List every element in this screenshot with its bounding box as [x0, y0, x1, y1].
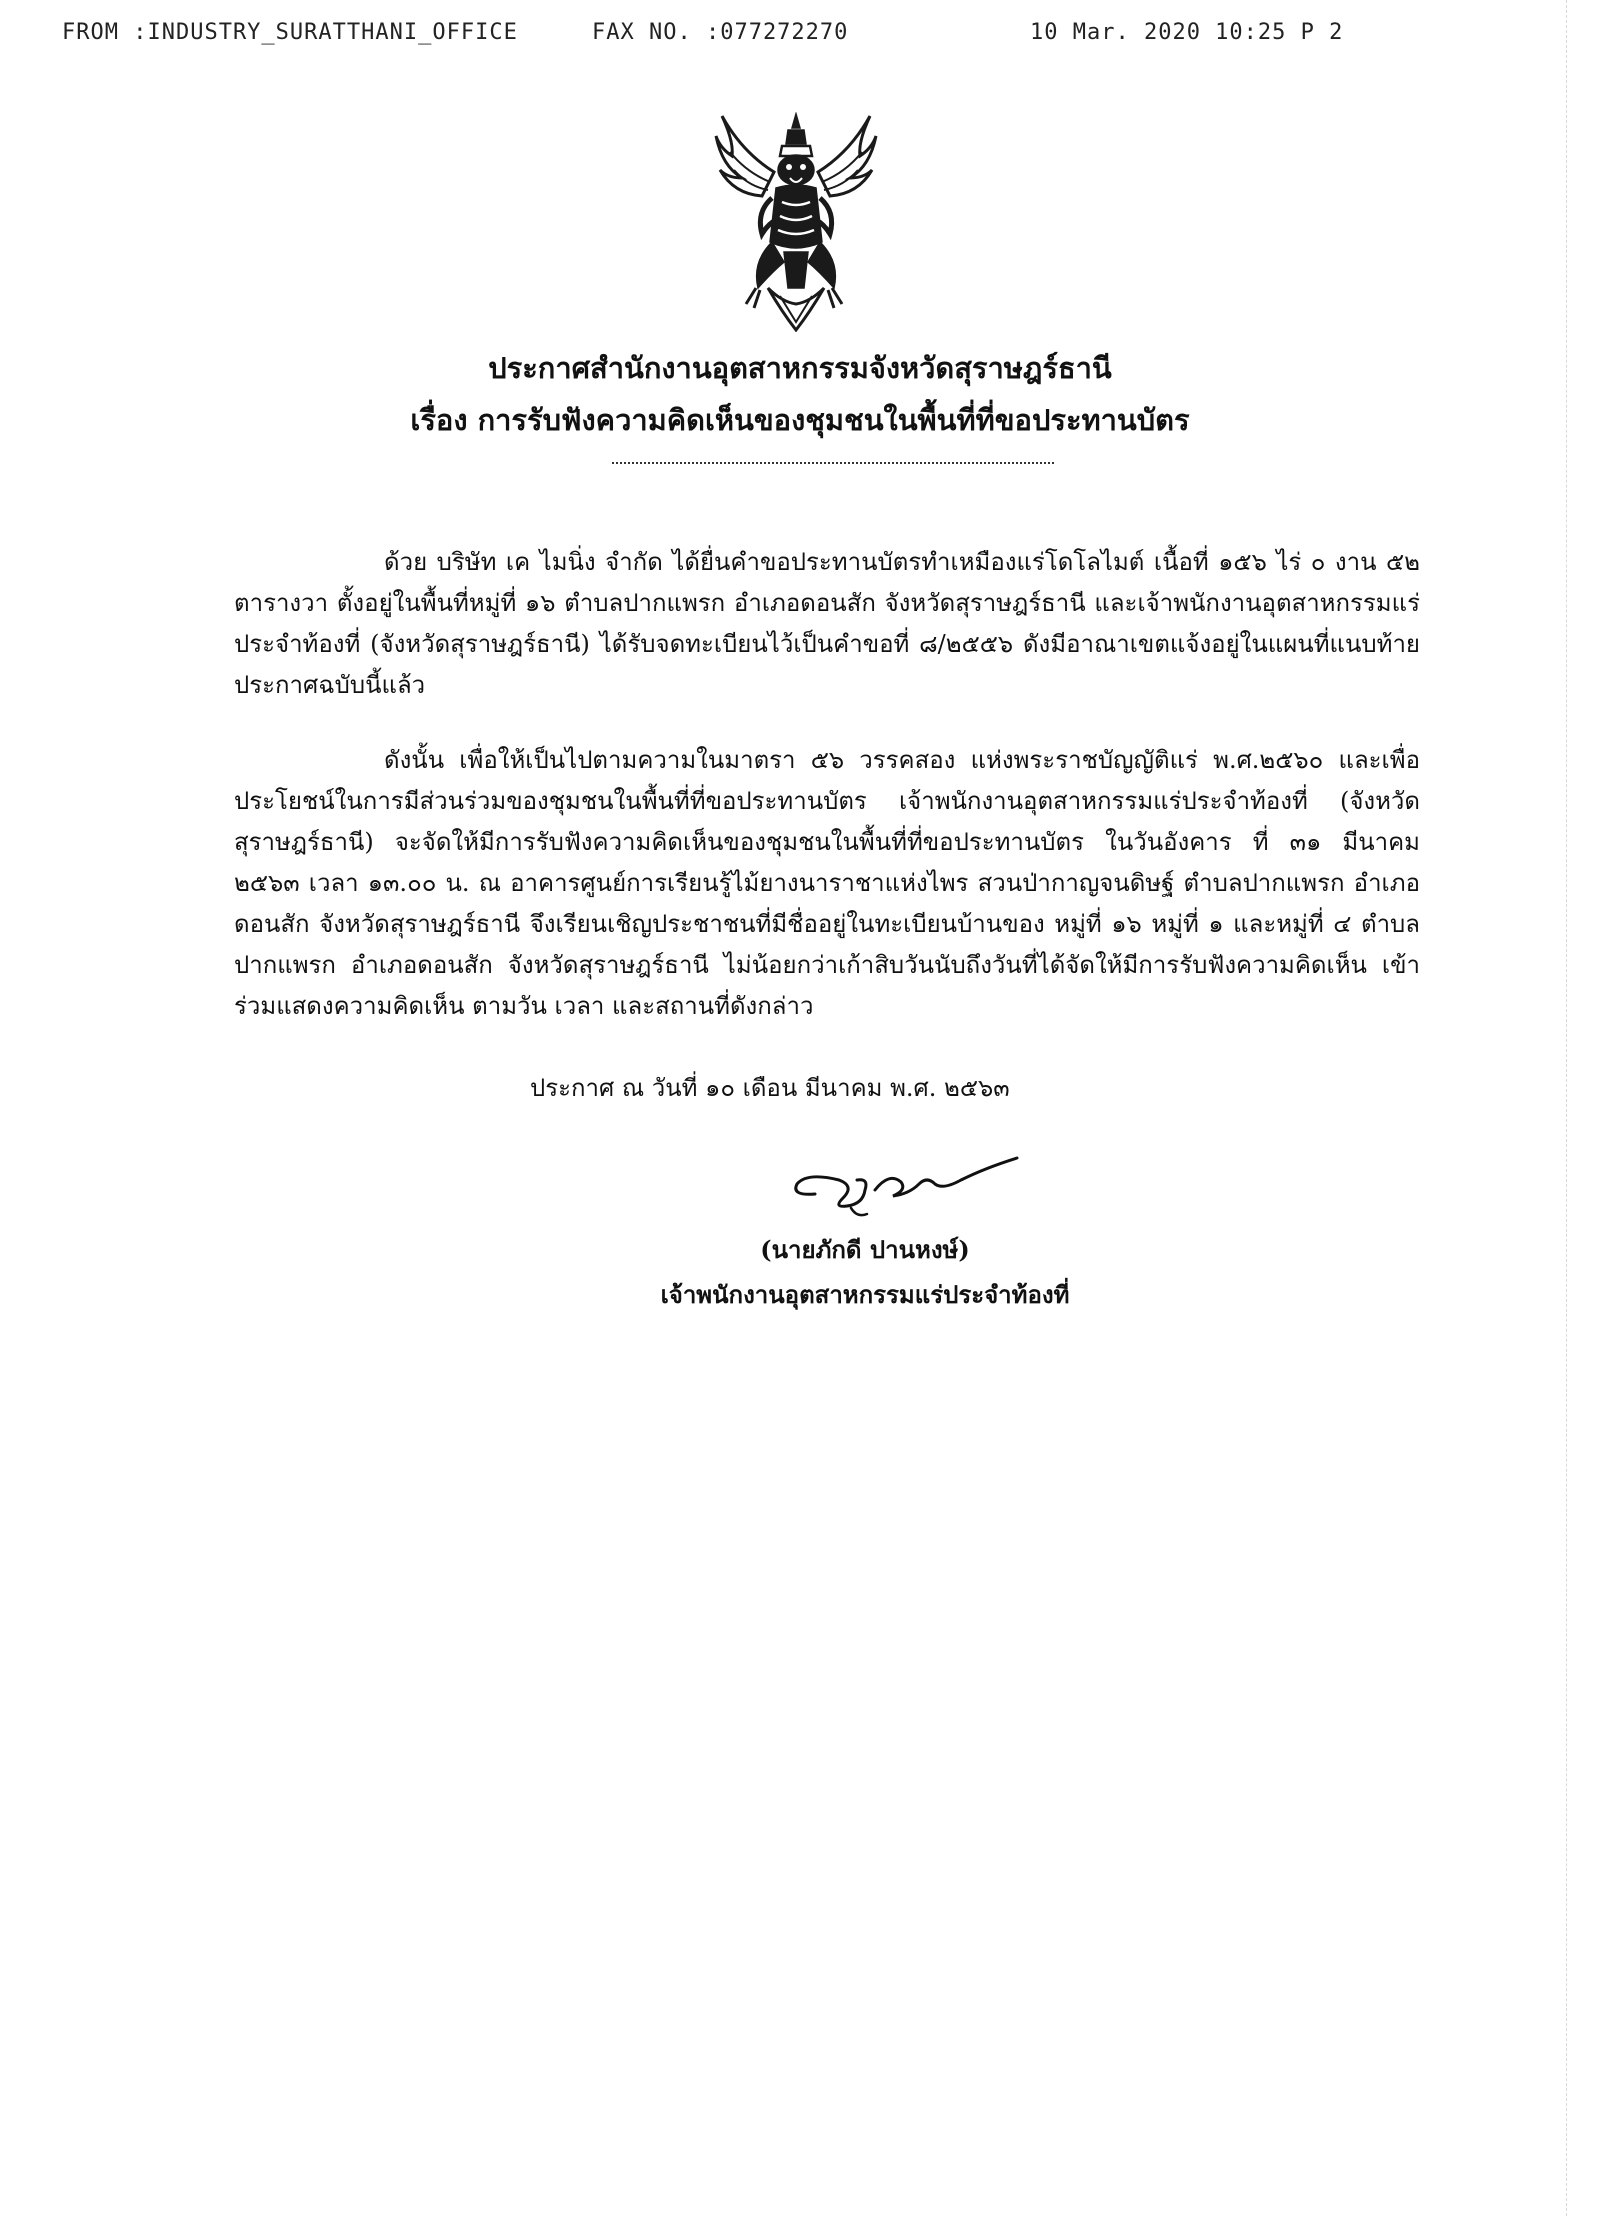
body-paragraph-2: ดังนั้น เพื่อให้เป็นไปตามความในมาตรา ๕๖ วรรคสอง แห่งพระราชบัญญัติแร่ พ.ศ.๒๕๖๐ และเพื่อประโยชน์ในการมีส่วนร่วมของชุมชนในพื้นที่ที่ขอประทานบัตร เจ้าพนักงานอุตสาหกรรมแร่ประจำท้องที่ (จังหวัดสุราษฎร์ธานี) จะจัดให้มีการรับฟังความคิดเห็นของชุมชนในพื้นที่ที่ขอประทานบัตร ในวันอังคาร ที่ ๓๑ มีนาคม ๒๕๖๓ เวลา ๑๓.๐๐ น. ณ อาคารศูนย์การเรียนรู้ไม้ยางนาราชาแห่งไพร สวนป่ากาญจนดิษฐ์ ตำบลปากแพรก อำเภอดอนสัก จังหวัดสุราษฎร์ธานี จึงเรียนเชิญประชาชนที่มีชื่ออยู่ในทะเบียนบ้านของ หมู่ที่ ๑๖ หมู่ที่ ๑ และหมู่ที่ ๔ ตำบลปากแพรก อำเภอดอนสัก จังหวัดสุราษฎร์ธานี ไม่น้อยกว่าเก้าสิบวันนับถึงวันที่ได้จัดให้มีการรับฟังความคิดเห็น เข้าร่วมแสดงความคิดเห็น ตามวัน เวลา และสถานที่ดังกล่าว	[234, 746, 1420, 1020]
announcement-subject: เรื่อง การรับฟังความคิดเห็นของชุมชนในพื้นที่ที่ขอประทานบัตร	[410, 403, 1190, 437]
signer-position: เจ้าพนักงานอุตสาหกรรมแร่ประจำท้องที่	[660, 1280, 1070, 1309]
fax-date: 10 Mar. 2020 10:25 P 2	[1030, 20, 1344, 45]
issue-date: ประกาศ ณ วันที่ ๑๐ เดือน มีนาคม พ.ศ. ๒๕๖๓	[530, 1074, 1010, 1102]
garuda-emblem-icon	[712, 112, 880, 332]
announcement-title: ประกาศสำนักงานอุตสาหกรรมจังหวัดสุราษฎร์ธานี	[488, 351, 1112, 385]
handwritten-signature-icon	[785, 1150, 1035, 1230]
body-paragraph-1: ด้วย บริษัท เค ไมนิ่ง จำกัด ได้ยื่นคำขอประทานบัตรทำเหมืองแร่โดโลไมต์ เนื้อที่ ๑๕๖ ไร่ ๐ งาน ๕๒ ตารางวา ตั้งอยู่ในพื้นที่หมู่ที่ ๑๖ ตำบลปากแพรก อำเภอดอนสัก จังหวัดสุราษฎร์ธานี และเจ้าพนักงานอุตสาหกรรมแร่ประจำท้องที่ (จังหวัดสุราษฎร์ธานี) ได้รับจดทะเบียนไว้เป็นคำขอที่ ๘/๒๕๕๖ ดังมีอาณาเขตแจ้งอยู่ในแผนที่แนบท้ายประกาศฉบับนี้แล้ว	[234, 548, 1421, 699]
fax-number: FAX NO. :077272270	[592, 20, 849, 45]
fax-from: FROM :INDUSTRY_SURATTHANI_OFFICE	[62, 20, 518, 45]
scan-edge-line	[1566, 0, 1567, 2216]
signer-name: (นายภักดี ปานหงษ์)	[760, 1235, 970, 1264]
fax-header	[62, 20, 1362, 56]
title-divider	[612, 462, 1054, 464]
